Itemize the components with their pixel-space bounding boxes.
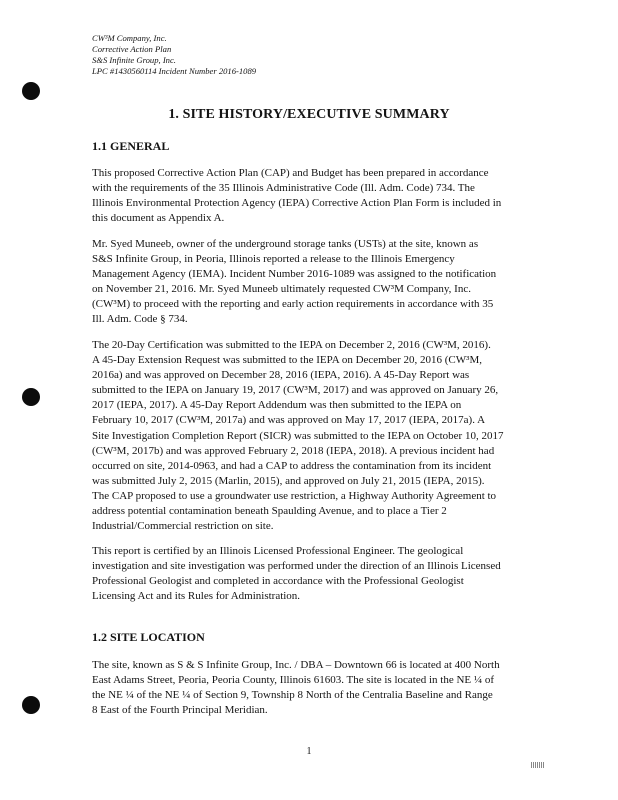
text-line: the NE ¼ of the NE ¼ of Section 9, Township 8 North of the Centralia Baseline and Range xyxy=(92,689,493,702)
text-line: East Adams Street, Peoria, Peoria County, Illinois 61603. The site is located in the NE ¼ of xyxy=(92,674,495,687)
text-line: Illinois Environmental Protection Agency (IEPA) Corrective Action Plan Form is included in xyxy=(92,197,502,210)
document-header xyxy=(92,33,256,77)
paragraph-site-location xyxy=(92,658,570,718)
text-line: Professional Geologist and completed in accordance with the Professional Geologist xyxy=(92,575,464,588)
punch-hole-top xyxy=(22,82,40,100)
text-line: Ill. Adm. Code § 734. xyxy=(92,313,188,326)
header-incident: LPC #1430560114 Incident Number 2016-1089 xyxy=(92,66,257,76)
text-line: 2017 (IEPA, 2017). A 45-Day Report Addendum was then submitted to the IEPA on xyxy=(92,399,462,412)
paragraph-release-report xyxy=(92,237,570,328)
punch-hole-middle xyxy=(22,388,40,406)
text-line: 2016a) and was approved on December 28, 2016 (IEPA, 2016). A 45-Day Report was xyxy=(92,369,470,382)
paragraph-certification xyxy=(92,544,570,604)
text-line: S&S Infinite Group, in Peoria, Illinois reported a release to the Illinois Emergency xyxy=(92,253,455,266)
text-line: occurred on site, 2014-0963, and had a CAP to address the contamination from its incident xyxy=(92,459,492,472)
text-line: (CW³M) to proceed with the reporting and early action requirements in accordance with 35 xyxy=(92,298,494,311)
text-line: was submitted July 2, 2015 (Marlin, 2015), and approved on July 21, 2015 (IEPA, 2015). xyxy=(92,474,485,487)
page-number: 1 xyxy=(306,746,312,757)
header-client: S&S Infinite Group, Inc. xyxy=(92,55,176,65)
header-company: CW³M Company, Inc. xyxy=(92,33,167,43)
header-doc-type: Corrective Action Plan xyxy=(92,44,172,54)
text-line: The site, known as S & S Infinite Group, Inc. / DBA – Downtown 66 is located at 400 North xyxy=(92,659,500,671)
paragraph-submission-history xyxy=(92,338,570,534)
text-line: Site Investigation Completion Report (SICR) was submitted to the IEPA on October 10, 2017 xyxy=(92,429,504,442)
text-line: A 45-Day Extension Request was submitted to the IEPA on December 20, 2016 (CW³M, xyxy=(92,354,482,367)
text-line: This report is certified by an Illinois Licensed Professional Engineer. The geological xyxy=(92,545,464,557)
text-line: This proposed Corrective Action Plan (CAP) and Budget has been prepared in accordance xyxy=(92,167,489,179)
punch-hole-bottom xyxy=(22,696,40,714)
text-line: address potential contamination beneath Spaulding Avenue, and to place a Tier 2 xyxy=(92,505,447,518)
text-line: Licensing Act and its Rules for Administration. xyxy=(92,590,301,603)
heading-general: 1.1 GENERAL xyxy=(92,139,170,153)
page-title: 1. SITE HISTORY/EXECUTIVE SUMMARY xyxy=(168,107,450,122)
text-line: The 20-Day Certification was submitted to the IEPA on December 2, 2016 (CW³M, 2016). xyxy=(92,339,491,351)
text-line: (CW³M, 2017b) and was approved February 2, 2018 (IEPA, 2018). A previous incident had xyxy=(92,444,495,457)
text-line: with the requirements of the 35 Illinois Administrative Code (Ill. Adm. Code) 734. The xyxy=(92,182,475,195)
text-line: investigation and site investigation was performed under the direction of an Illinois Licensed xyxy=(92,560,501,573)
text-line: 8 East of the Fourth Principal Meridian. xyxy=(92,704,268,717)
text-line: this document as Appendix A. xyxy=(92,212,225,225)
text-line: Industrial/Commercial restriction on site. xyxy=(92,520,274,533)
text-line: Mr. Syed Muneeb, owner of the underground storage tanks (USTs) at the site, known as xyxy=(92,238,479,250)
text-line: February 10, 2017 (CW³M, 2017a) and was approved on May 17, 2017 (IEPA, 2017a). A xyxy=(92,414,486,427)
scan-artifact xyxy=(531,762,544,768)
text-line: The CAP proposed to use a groundwater use restriction, a Highway Authority Agreement to xyxy=(92,489,497,502)
paragraph-cap-intro xyxy=(92,166,570,226)
heading-site-location: 1.2 SITE LOCATION xyxy=(92,630,205,644)
text-line: on November 21, 2016. Mr. Syed Muneeb ultimately requested CW³M Company, Inc. xyxy=(92,283,471,296)
text-line: submitted to the IEPA on January 19, 2017 (CW³M, 2017) and was approved on January 26, xyxy=(92,384,499,397)
text-line: Management Agency (IEMA). Incident Number 2016-1089 was assigned to the notification xyxy=(92,268,497,281)
